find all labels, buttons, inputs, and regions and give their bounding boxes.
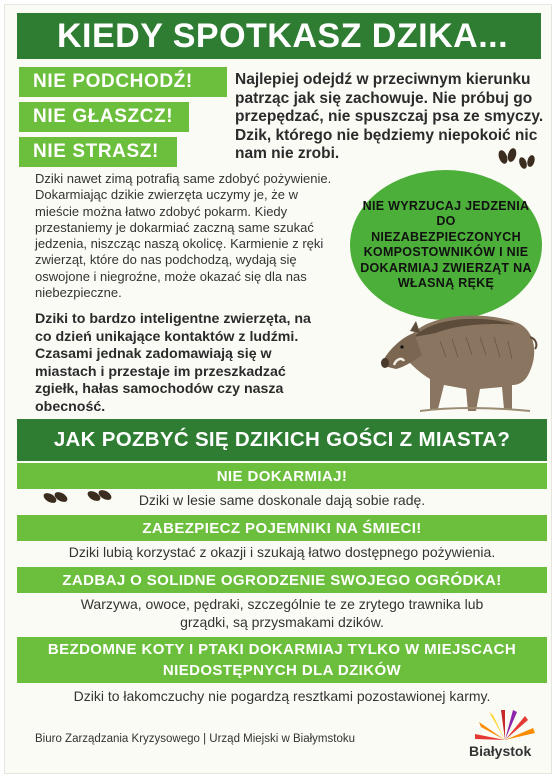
rule-text: Dziki lubią korzystać z okazji i szukają łatwo dostępnego pożywienia. <box>68 544 496 560</box>
rule-heading: NIE DOKARMIAJ! <box>17 463 547 489</box>
hoofprint-icon <box>493 143 539 173</box>
bialystok-logo-icon <box>467 708 543 768</box>
poster-title: KIEDY SPOTKASZ DZIKA... <box>17 13 541 59</box>
feeding-paragraph: Dziki nawet zimą potrafią same zdobyć pożywienie. Dokarmiając dzikie zwierzęta uczymy je, że w mieście można łatwo zdobyć pokarm. Kiedy przestaniemy je dokarmiać zaczną same szukać jedzenia, niszcząc naszą okolicę. Karmienie z ręki zwierząt, które do nas podchodzą, wydają się oswojone i niegroźne, może okazać się dla nas niebezpieczne. <box>35 171 332 301</box>
logo-text: Białystok <box>469 743 532 759</box>
footer-text: Biuro Zarządzania Kryzysowego | Urząd Miejski w Białymstoku <box>35 733 355 745</box>
poster <box>4 4 552 774</box>
rule-heading: ZABEZPIECZ POJEMNIKI NA ŚMIECI! <box>17 515 547 541</box>
section-title: JAK POZBYĆ SIĘ DZIKICH GOŚCI Z MIASTA? <box>17 419 547 461</box>
dont-scare-tag: NIE STRASZ! <box>19 137 177 167</box>
dont-pet-tag: NIE GŁASZCZ! <box>19 102 189 132</box>
rule-heading: ZADBAJ O SOLIDNE OGRODZENIE SWOJEGO OGRÓDKA! <box>17 567 547 593</box>
rule-text: Warzywa, owoce, pędraki, szczególnie te ze zrytego trawnika lub grządki, są przysmakami dzików. <box>80 596 484 630</box>
rule-text: Dziki w lesie same doskonale dają sobie radę. <box>138 492 426 508</box>
rule-heading: BEZDOMNE KOTY I PTAKI DOKARMIAJ TYLKO W MIEJSCACH NIEDOSTĘPNYCH DLA DZIKÓW <box>17 637 547 683</box>
intro-text: Najlepiej odejdź w przeciwnym kierunku patrząc jak się zachowuje. Nie próbuj go przepędzać, nie spuszczaj psa ze smyczy. Dzik, którego nie będziemy niepokoić nic nam nie zrobi. <box>235 71 544 162</box>
wild-boar-illustration <box>380 297 540 419</box>
warning-circle-text: NIE WYRZUCAJ JEDZENIA DO NIEZABEZPIECZONYCH KOMPOSTOWNIKÓW I NIE DOKARMIAJ ZWIERZĄT NA WŁASNĄ RĘKĘ <box>360 198 532 290</box>
dont-approach-tag: NIE PODCHODŹ! <box>19 67 227 97</box>
intelligence-paragraph: Dziki to bardzo inteligentne zwierzęta, na co dzień unikające kontaktów z ludźmi. Czasami jednak zadomawiają się w miastach i przestaje im przeszkadzać zgiełk, hałas samochodów czy nasza obecność. <box>35 311 311 415</box>
rule-text: Dziki to łakomczuchy nie pogardzą resztkami pozostawionej karmy. <box>73 688 491 704</box>
